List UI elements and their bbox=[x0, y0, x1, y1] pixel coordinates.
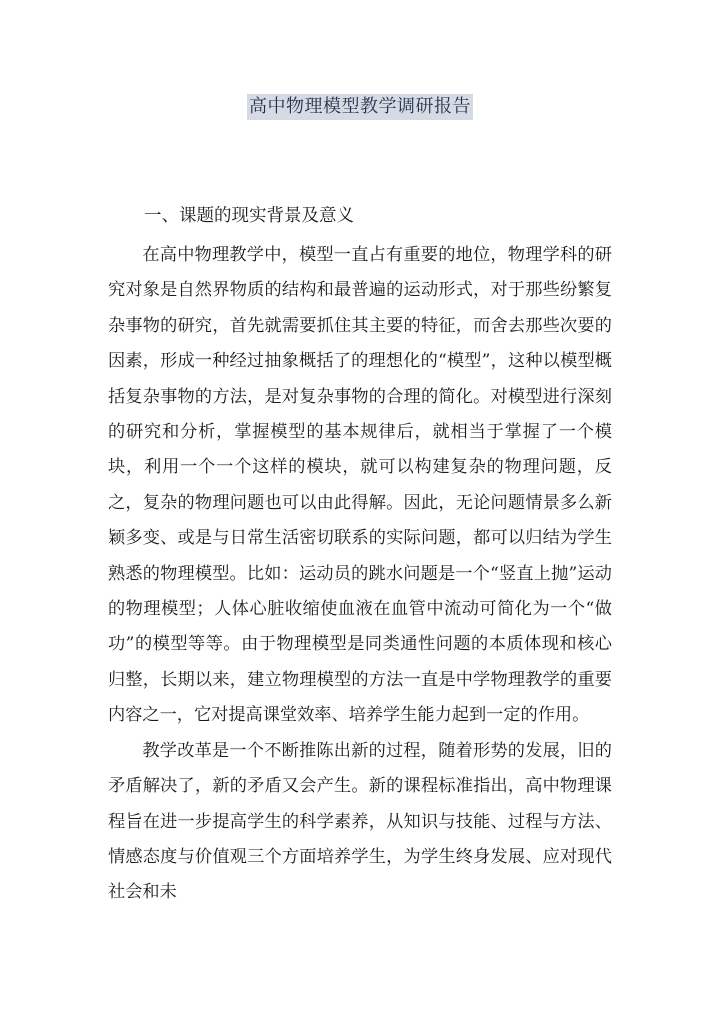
body-text bbox=[108, 238, 612, 911]
paragraph-1: 在高中物理教学中，模型一直占有重要的地位，物理学科的研究对象是自然界物质的结构和最普遍的运动形式，对于那些纷繁复杂事物的研究，首先就需要抓住其主要的特征，而舍去那些次要的因素，形成一种经过抽象概括了的理想化的“模型”，这种以模型概括复杂事物的方法，是对复杂事物的合理的简化。对模型进行深刻的研究和分析，掌握模型的基本规律后，就相当于掌握了一个模块，利用一个一个这样的模块，就可以构建复杂的物理问题，反之，复杂的物理问题也可以由此得解。因此，无论问题情景多么新颖多变、或是与日常生活密切联系的实际问题，都可以归结为学生熟悉的物理模型。比如：运动员的跳水问题是一个“竖直上抛”运动的物理模型；人体心脏收缩使血液在血管中流动可简化为一个“做功”的模型等等。由于物理模型是同类通性问题的本质体现和核心归整，长期以来，建立物理模型的方法一直是中学物理教学的重要内容之一，它对提高课堂效率、培养学生能力起到一定的作用。 bbox=[108, 245, 612, 726]
section-heading: 一、课题的现实背景及意义 bbox=[144, 206, 354, 226]
document-title[interactable]: 高中物理模型教学调研报告 bbox=[247, 94, 473, 120]
title-container bbox=[0, 94, 720, 120]
paragraph-2: 教学改革是一个不断推陈出新的过程，随着形势的发展，旧的矛盾解决了，新的矛盾又会产生。新的课程标准指出，高中物理课程旨在进一步提高学生的科学素养，从知识与技能、过程与方法、情感态度与价值观三个方面培养学生，为学生终身发展、应对现代社会和未 bbox=[108, 740, 612, 903]
